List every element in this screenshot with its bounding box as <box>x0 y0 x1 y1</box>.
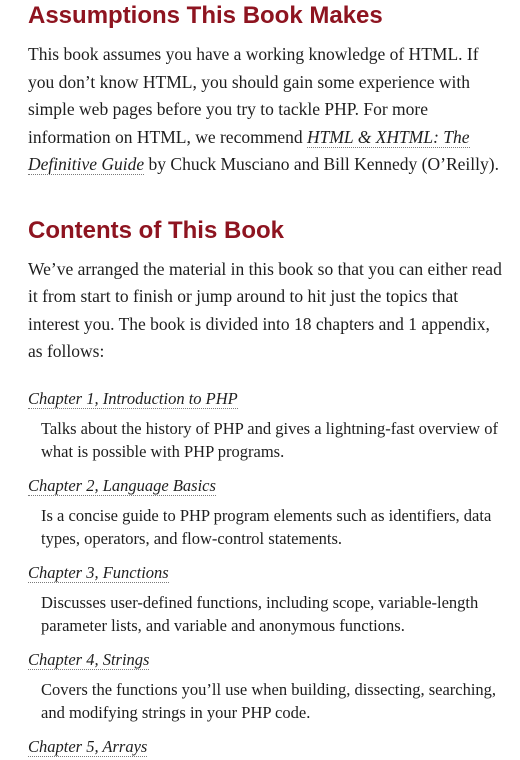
assumptions-paragraph <box>28 41 504 179</box>
chapter-item-1 <box>28 386 504 412</box>
chapter-item-3 <box>28 560 504 586</box>
chapter-5-link[interactable]: Chapter 5, Arrays <box>28 736 148 756</box>
chapter-2-link[interactable]: Chapter 2, Language Basics <box>28 475 216 495</box>
chapter-list <box>28 386 504 760</box>
book-reference-link[interactable]: HTML & XHTML: The Definitive Guide <box>28 126 470 174</box>
chapter-1-link[interactable]: Chapter 1, Introduction to PHP <box>28 388 238 408</box>
chapter-3-link[interactable]: Chapter 3, Functions <box>28 562 169 582</box>
assumptions-text-after-link: by Chuck Musciano and Bill Kennedy (O’Reilly). <box>144 154 499 174</box>
section-heading-contents: Contents of This Book <box>28 216 284 244</box>
chapter-item-4 <box>28 647 504 673</box>
contents-intro-paragraph: We’ve arranged the material in this book so that you can either read it from start to finish or jump around to hit just the topics that interest you. The book is divided into 18 chapters and 1 appendix, as follows: <box>28 258 502 361</box>
chapter-4-description: Covers the functions you’ll use when building, dissecting, searching, and modifying strings in your PHP code. <box>41 679 497 722</box>
chapter-item-2 <box>28 473 504 499</box>
chapter-item-5 <box>28 734 504 760</box>
chapter-2-description: Is a concise guide to PHP program elements such as identifiers, data types, operators, and flow-control statements. <box>41 505 492 548</box>
assumptions-text-before-link: This book assumes you have a working knowledge of HTML. If you don’t know HTML, you should gain some experience with simple web pages before you try to tackle PHP. For more information on HTML, we recommend <box>28 44 479 147</box>
chapter-4-link[interactable]: Chapter 4, Strings <box>28 649 150 669</box>
section-heading-assumptions: Assumptions This Book Makes <box>28 2 383 29</box>
chapter-3-description: Discusses user-defined functions, including scope, variable-length parameter lists, and variable and anonymous functions. <box>41 592 479 635</box>
chapter-1-description: Talks about the history of PHP and gives a lightning-fast overview of what is possible with PHP programs. <box>41 418 498 461</box>
